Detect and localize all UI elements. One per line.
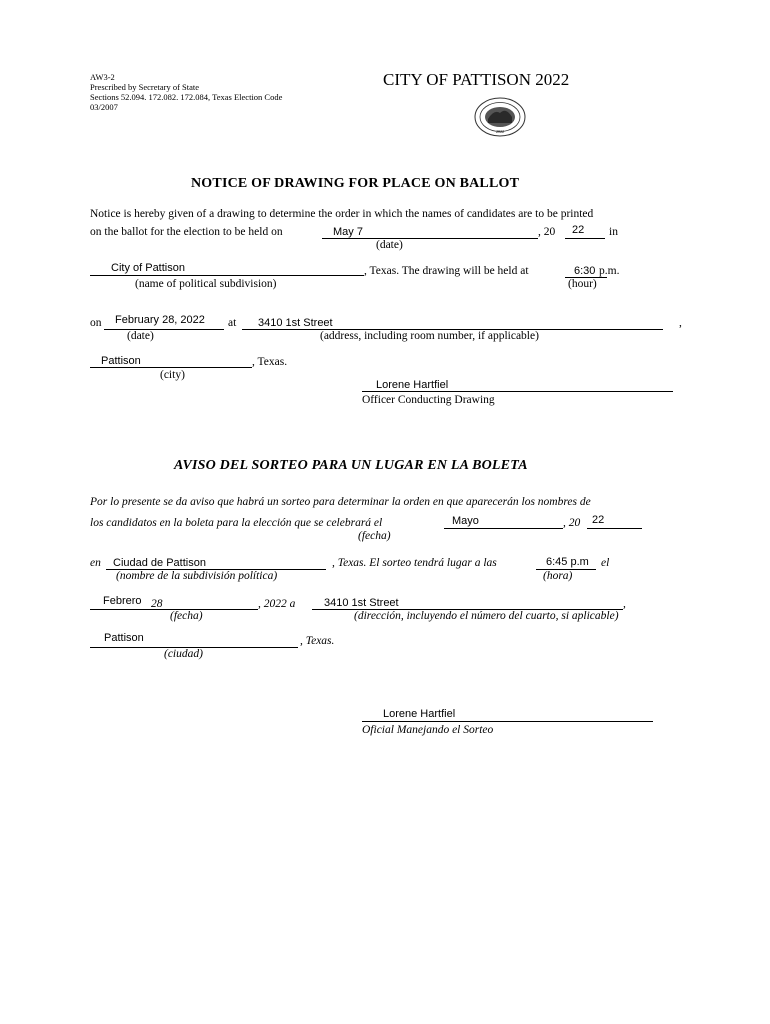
on-text: on <box>90 317 102 329</box>
el-text: el <box>601 557 610 569</box>
address-caption: (address, including room number, if applicable) <box>320 330 539 342</box>
fecha2-caption: (fecha) <box>170 610 203 622</box>
filled-officer[interactable]: Lorene Hartfiel <box>376 379 449 391</box>
filled-city[interactable]: Pattison <box>101 355 141 367</box>
texas-sorteo-text: , Texas. El sorteo tendrá lugar a las <box>332 557 497 569</box>
filled-officer-es[interactable]: Lorene Hartfiel <box>383 708 456 720</box>
filled-year-es[interactable]: 22 <box>592 514 605 526</box>
form-id: AW3-2 <box>90 72 115 82</box>
at-text: at <box>228 317 237 329</box>
filled-subdivision-es[interactable]: Ciudad de Pattison <box>113 557 206 569</box>
filled-address[interactable]: 3410 1st Street <box>258 317 333 329</box>
year-a-text: , 2022 a <box>258 598 296 610</box>
hora-caption: (hora) <box>543 570 573 582</box>
pm-text: p.m. <box>599 265 620 277</box>
officer-line <box>362 391 673 392</box>
spanish-paragraph-line1: Por lo presente se da aviso que habrá un sorteo para determinar la orden en que aparecerán los nombres de <box>90 496 591 508</box>
subdivision-caption: (name of political subdivision) <box>135 278 277 290</box>
filled-time[interactable]: 6:30 <box>574 265 596 277</box>
english-heading: NOTICE OF DRAWING FOR PLACE ON BALLOT <box>191 176 520 191</box>
filled-address-es[interactable]: 3410 1st Street <box>324 597 399 609</box>
city-caption: (city) <box>160 369 185 381</box>
filled-subdivision[interactable]: City of Pattison <box>111 262 185 274</box>
subdivision-line <box>90 275 364 276</box>
english-paragraph-line2: on the ballot for the election to be held on <box>90 226 283 238</box>
year-es-line <box>587 528 642 529</box>
texas-end: , Texas. <box>252 356 288 368</box>
year-prefix: , 20 <box>538 226 556 238</box>
seal-year: 2022 <box>496 129 504 134</box>
texas-drawing-text: , Texas. The drawing will be held at <box>364 265 529 277</box>
direccion-caption: (dirección, incluyendo el número del cuarto, si aplicable) <box>354 610 619 622</box>
in-text: in <box>609 226 618 238</box>
city-line <box>90 367 252 368</box>
filled-day-es[interactable]: 28 <box>151 598 163 610</box>
filled-year[interactable]: 22 <box>572 224 585 236</box>
subdivision-es-caption: (nombre de la subdivisión política) <box>116 570 278 582</box>
city-title: CITY OF PATTISON 2022 <box>383 70 570 89</box>
en-text: en <box>90 557 101 569</box>
filled-election-date-es[interactable]: Mayo <box>452 515 479 527</box>
fecha-caption: (fecha) <box>358 530 391 542</box>
filled-election-date[interactable]: May 7 <box>333 226 363 238</box>
filled-drawing-date[interactable]: February 28, 2022 <box>115 314 205 326</box>
filled-city-es[interactable]: Pattison <box>104 632 144 644</box>
spanish-paragraph-line2: los candidatos en la boleta para la elección que se celebrará el <box>90 517 383 529</box>
prescribed-by: Prescribed by Secretary of State <box>90 82 200 92</box>
date-caption: (date) <box>376 239 403 251</box>
ciudad-caption: (ciudad) <box>164 648 203 660</box>
officer-es-line <box>362 721 653 722</box>
texas-end-es: , Texas. <box>300 635 335 647</box>
year-line <box>565 238 605 239</box>
election-date-line <box>322 238 538 239</box>
filled-drawing-date-es[interactable]: Febrero <box>103 595 142 607</box>
year-prefix-es: , 20 <box>563 517 581 529</box>
address-comma: , <box>679 317 682 329</box>
form-date: 03/2007 <box>90 102 118 112</box>
election-code-sections: Sections 52.094. 172.082. 172.084, Texas Election Code <box>90 92 283 102</box>
date2-caption: (date) <box>127 330 154 342</box>
officer-es-caption: Oficial Manejando el Sorteo <box>362 724 494 736</box>
election-date-es-line <box>444 528 563 529</box>
city-seal-icon <box>474 97 526 137</box>
filled-time-es[interactable]: 6:45 p.m <box>546 556 589 568</box>
address-es-comma: , <box>623 598 626 610</box>
spanish-heading: AVISO DEL SORTEO PARA UN LUGAR EN LA BOLETA <box>174 458 528 473</box>
drawing-date-line <box>104 329 224 330</box>
officer-caption: Officer Conducting Drawing <box>362 394 495 406</box>
english-paragraph-line1: Notice is hereby given of a drawing to determine the order in which the names of candidates are to be printed <box>90 208 594 220</box>
hour-caption: (hour) <box>568 278 597 290</box>
